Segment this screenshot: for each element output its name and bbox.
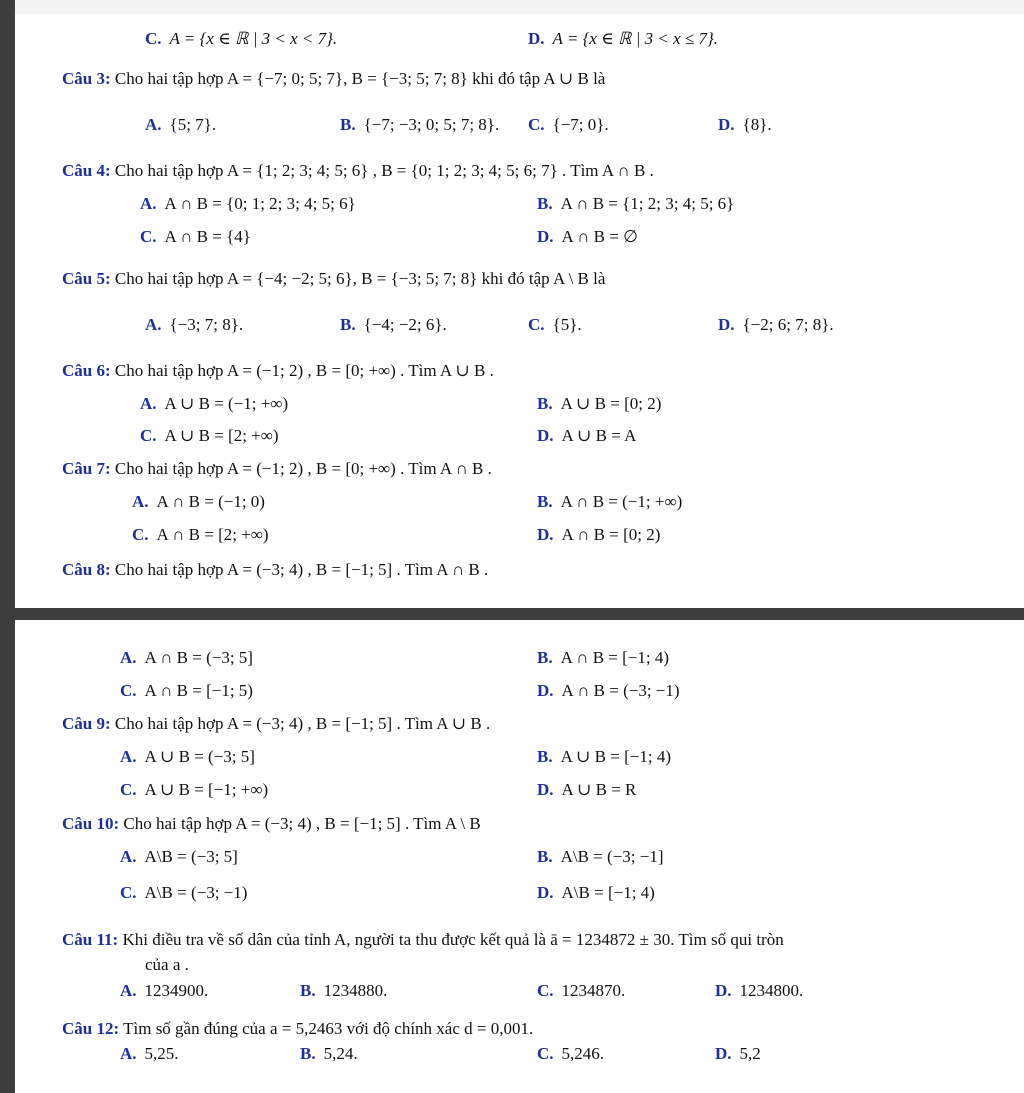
page-separator <box>15 608 1024 620</box>
question-8: Câu 8: Cho hai tập hợp A = (−3; 4) , B = [−1; 5] . Tìm A ∩ B . <box>62 560 489 579</box>
q3-option-b: B. {−7; −3; 0; 5; 7; 8}. <box>340 115 500 134</box>
q10-option-d: D. A\B = [−1; 4) <box>537 883 655 902</box>
question-11-cont: của a . <box>145 955 189 974</box>
top-option-c: C. A = {x ∈ ℝ | 3 < x < 7}. <box>145 29 338 48</box>
q7-option-b: B. A ∩ B = (−1; +∞) <box>537 492 683 511</box>
q7-option-d: D. A ∩ B = [0; 2) <box>537 525 661 544</box>
question-12: Câu 12: Tìm số gần đúng của a = 5,2463 với độ chính xác d = 0,001. <box>62 1019 534 1038</box>
q5-option-b: B. {−4; −2; 6}. <box>340 315 447 334</box>
q12-option-d: D. 5,2 <box>715 1044 761 1063</box>
q9-option-b: B. A ∪ B = [−1; 4) <box>537 747 671 766</box>
q5-option-a: A. {−3; 7; 8}. <box>145 315 244 334</box>
q4-option-c: C. A ∩ B = {4} <box>140 227 251 246</box>
q12-option-a: A. 5,25. <box>120 1044 179 1063</box>
q11-option-a: A. 1234900. <box>120 981 209 1000</box>
q12-option-c: C. 5,246. <box>537 1044 605 1063</box>
q9-option-a: A. A ∪ B = (−3; 5] <box>120 747 255 766</box>
q7-option-a: A. A ∩ B = (−1; 0) <box>132 492 265 511</box>
q12-option-b: B. 5,24. <box>300 1044 358 1063</box>
q5-option-d: D. {−2; 6; 7; 8}. <box>718 315 834 334</box>
q3-option-d: D. {8}. <box>718 115 772 134</box>
q10-option-a: A. A\B = (−3; 5] <box>120 847 238 866</box>
left-border <box>0 0 15 1093</box>
question-4: Câu 4: Cho hai tập hợp A = {1; 2; 3; 4; 5; 6} , B = {0; 1; 2; 3; 4; 5; 6; 7} . Tìm A ∩ B . <box>62 161 654 180</box>
q6-option-c: C. A ∪ B = [2; +∞) <box>140 426 279 445</box>
question-10: Câu 10: Cho hai tập hợp A = (−3; 4) , B = [−1; 5] . Tìm A \ B <box>62 814 481 833</box>
q10-option-b: B. A\B = (−3; −1] <box>537 847 664 866</box>
question-6: Câu 6: Cho hai tập hợp A = (−1; 2) , B = [0; +∞) . Tìm A ∪ B . <box>62 361 494 380</box>
q6-option-b: B. A ∪ B = [0; 2) <box>537 394 662 413</box>
question-7: Câu 7: Cho hai tập hợp A = (−1; 2) , B = [0; +∞) . Tìm A ∩ B . <box>62 459 492 478</box>
q7-option-c: C. A ∩ B = [2; +∞) <box>132 525 269 544</box>
q8-option-a: A. A ∩ B = (−3; 5] <box>120 648 253 667</box>
top-option-d: D. A = {x ∈ ℝ | 3 < x ≤ 7}. <box>528 29 719 48</box>
q9-option-d: D. A ∪ B = R <box>537 780 637 799</box>
q6-option-d: D. A ∪ B = A <box>537 426 637 445</box>
q4-option-d: D. A ∩ B = ∅ <box>537 227 638 246</box>
question-11: Câu 11: Khi điều tra về số dân của tỉnh A, người ta thu được kết quả là ā = 1234872 ± 30. Tìm số qui tròn <box>62 930 784 949</box>
question-5: Câu 5: Cho hai tập hợp A = {−4; −2; 5; 6}, B = {−3; 5; 7; 8} khi đó tập A \ B là <box>62 269 606 288</box>
question-3: Câu 3: Cho hai tập hợp A = {−7; 0; 5; 7}, B = {−3; 5; 7; 8} khi đó tập A ∪ B là <box>62 69 606 88</box>
q3-option-a: A. {5; 7}. <box>145 115 217 134</box>
q8-option-b: B. A ∩ B = [−1; 4) <box>537 648 670 667</box>
page-one <box>15 14 1024 608</box>
q6-option-a: A. A ∪ B = (−1; +∞) <box>140 394 289 413</box>
question-9: Câu 9: Cho hai tập hợp A = (−3; 4) , B = [−1; 5] . Tìm A ∪ B . <box>62 714 491 733</box>
q11-option-c: C. 1234870. <box>537 981 626 1000</box>
q5-option-c: C. {5}. <box>528 315 582 334</box>
q4-option-b: B. A ∩ B = {1; 2; 3; 4; 5; 6} <box>537 194 735 213</box>
q10-option-c: C. A\B = (−3; −1) <box>120 883 248 902</box>
q8-option-c: C. A ∩ B = [−1; 5) <box>120 681 253 700</box>
q8-option-d: D. A ∩ B = (−3; −1) <box>537 681 680 700</box>
q9-option-c: C. A ∪ B = [−1; +∞) <box>120 780 269 799</box>
q4-option-a: A. A ∩ B = {0; 1; 2; 3; 4; 5; 6} <box>140 194 356 213</box>
q11-option-b: B. 1234880. <box>300 981 388 1000</box>
top-strip <box>15 0 1024 14</box>
q11-option-d: D. 1234800. <box>715 981 804 1000</box>
q3-option-c: C. {−7; 0}. <box>528 115 609 134</box>
